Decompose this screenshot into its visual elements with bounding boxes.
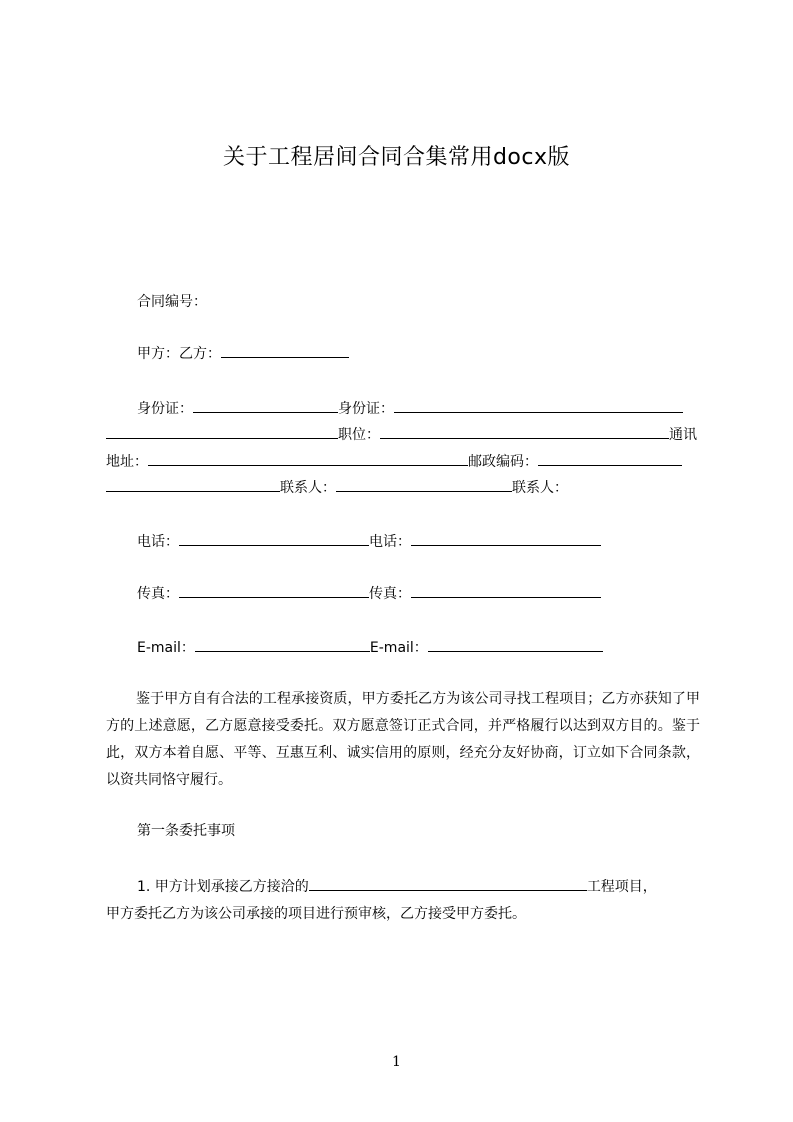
email-a-blank[interactable]: [195, 636, 370, 652]
email-label-b: E-mail：: [369, 640, 428, 656]
party-b-blank[interactable]: [221, 342, 349, 358]
address-label-end: 地址：: [106, 454, 148, 470]
article-1-heading: 第一条委托事项: [137, 823, 235, 839]
contract-number-label: 合同编号：: [137, 294, 207, 310]
contact-a-blank[interactable]: [336, 476, 512, 492]
contact-label-a: 联系人：: [280, 480, 336, 496]
clause-1-line-2: 甲方委托乙方为该公司承接的项目进行预审核，乙方接受甲方委托。: [106, 906, 526, 922]
id-b-blank[interactable]: [394, 397, 683, 413]
contact-line: [106, 475, 568, 501]
fax-a-blank[interactable]: [179, 582, 369, 598]
clause-1-suffix: 工程项目，: [586, 879, 657, 895]
contact-label-b: 联系人：: [512, 480, 568, 496]
clause-1-line-1: [137, 874, 657, 900]
phone-label-b: 电话：: [369, 534, 411, 550]
document-title: 关于工程居间合同合集常用docx版: [222, 145, 571, 170]
postal-code-label: 邮政编码：: [468, 454, 538, 470]
phone-label-a: 电话：: [137, 534, 179, 550]
id-label-a: 身份证：: [137, 401, 193, 417]
parties-line: [137, 341, 349, 367]
phone-a-blank[interactable]: [179, 530, 369, 546]
fax-label-a: 传真：: [137, 586, 179, 602]
email-label-a: E-mail：: [137, 640, 195, 656]
id-label-b: 身份证：: [338, 401, 394, 417]
party-b-label: 乙方：: [179, 346, 221, 362]
id-line: [137, 396, 683, 422]
email-line: [137, 635, 603, 661]
position-blank[interactable]: [380, 423, 669, 439]
address-label-start: 通讯: [669, 427, 697, 443]
position-label: 职位：: [338, 427, 380, 443]
address-line: [106, 449, 682, 475]
clause-1-prefix: 1. 甲方计划承接乙方接洽的: [137, 879, 309, 895]
project-name-blank[interactable]: [309, 875, 587, 891]
preamble-paragraph: 鉴于甲方自有合法的工程承接资质，甲方委托乙方为该公司寻找工程项目；乙方亦获知了甲方的上述意愿，乙方愿意接受委托。双方愿意签订正式合同，并严格履行以达到双方目的。鉴于此，双方本着自愿、平等、互惠互利、诚实信用的原则，经充分友好协商，订立如下合同条款，以资共同恪守履行。: [106, 691, 700, 788]
id-a-blank[interactable]: [193, 397, 338, 413]
phone-line: [137, 529, 601, 555]
phone-b-blank[interactable]: [411, 530, 601, 546]
fax-b-blank[interactable]: [411, 582, 601, 598]
contact-pre-blank[interactable]: [106, 476, 280, 492]
party-a-label: 甲方：: [137, 346, 179, 362]
address-blank[interactable]: [148, 450, 468, 466]
email-b-blank[interactable]: [428, 636, 603, 652]
page-number: 1: [392, 1054, 401, 1070]
postal-code-blank[interactable]: [538, 450, 682, 466]
position-pre-blank[interactable]: [106, 423, 338, 439]
contract-number-line: [137, 289, 207, 315]
fax-line: [137, 581, 601, 607]
position-line: [106, 422, 697, 448]
fax-label-b: 传真：: [369, 586, 411, 602]
